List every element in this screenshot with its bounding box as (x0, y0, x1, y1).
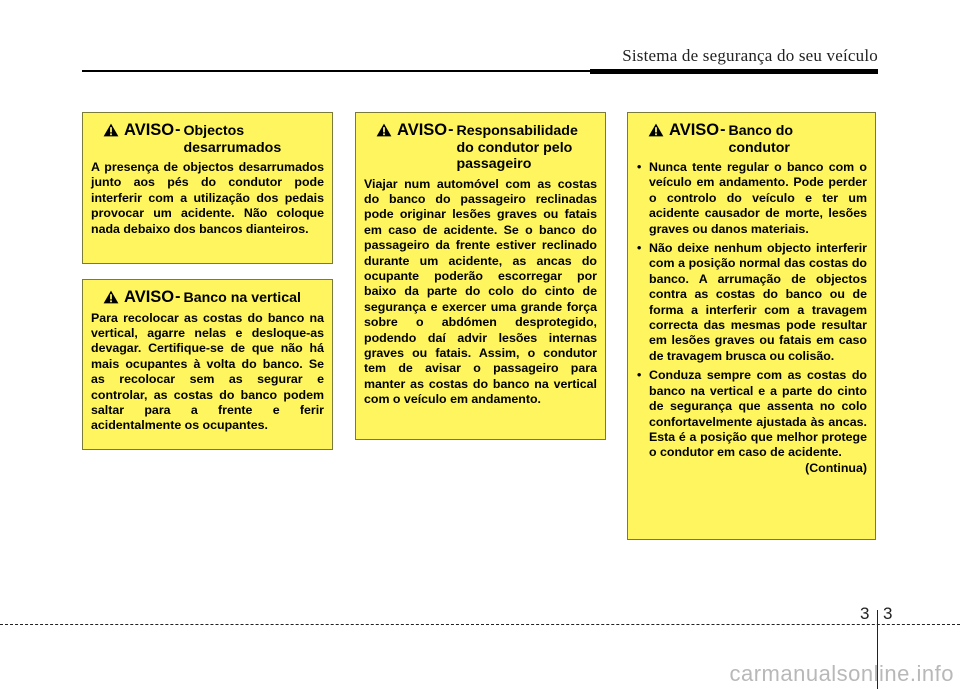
warning-title: AVISO - Banco na vertical (103, 288, 324, 307)
warning-label: AVISO (124, 121, 175, 139)
warning-subject: Objectos desarrumados (183, 123, 282, 156)
warning-title: AVISO - Objectos desarrumados (103, 121, 324, 156)
warning-text: Para recolocar as costas do banco na vertical, agarre nelas e desloque-as devagar. Certifique-se de que não há mais ocupantes à volta do banco. Se as recolocar sem as segurar e controlar, as costas do banco podem saltar para a frente e ferir acidentalmente os ocupantes. (91, 310, 324, 433)
warning-title: AVISO - Responsabilidade do condutor pelo passageiro (376, 121, 597, 173)
warning-triangle-icon (103, 123, 119, 137)
warning-triangle-icon (648, 123, 664, 137)
warning-box-upright-seat (82, 279, 333, 450)
continued-label: (Continua) (805, 460, 867, 475)
warning-label: AVISO (669, 121, 720, 139)
header-rule-accent (590, 69, 878, 74)
list-item: • Nunca tente regular o banco com o veículo em andamento. Pode perder o controlo do veículo e ter um acidente causador de morte, lesões graves ou danos materiais. (636, 160, 867, 237)
page-number: 3 (883, 604, 893, 623)
warning-subject: Responsabilidade do condutor pelo passageiro (456, 123, 578, 172)
warning-label: AVISO (397, 121, 448, 139)
warning-text: A presença de objectos desarrumados junto aos pés do condutor pode interferir com a utilização dos pedais provocar um acidente. Não coloque nada debaixo dos bancos dianteiros. (91, 160, 324, 236)
list-item: • Não deixe nenhum objecto interferir com a posição normal das costas do banco. A arrumação de objectos contra as costas do banco ou de forma a interferir com a travagem correcta das mesmas pode resultar em lesões graves ou fatais em caso de travagem brusca ou colisão. (636, 241, 867, 364)
watermark: carmanualsonline.info (729, 661, 954, 686)
warning-box-loose-objects (82, 112, 333, 264)
warning-subject: Banco do condutor (728, 123, 794, 156)
warning-text: Viajar num automóvel com as costas do banco do passageiro reclinadas pode originar lesões graves ou fatais em caso de acidente. Se o banco do passageiro da frente estiver reclinado durante um acidente, as ancas do ocupante poderão escorregar por baixo da parte do colo do cinto de segurança e exercer uma grande força sobre o abdómen desprotegido, podendo daí advir lesões internas graves ou fatais. Assim, o condutor tem de avisar o passageiro para manter as costas do banco na vertical com o veículo em andamento. (364, 176, 597, 407)
warning-bullet-list (636, 160, 867, 461)
warning-box-responsibility (355, 112, 606, 440)
warning-subject: Banco na vertical (183, 290, 301, 306)
warning-triangle-icon (376, 123, 392, 137)
footer-rule (0, 624, 960, 625)
list-item: • Conduza sempre com as costas do banco na vertical e a parte do cinto de segurança que assenta no colo confortavelmente ajustada às ancas. Esta é a posição que melhor protege o condutor em caso de acidente. (636, 368, 867, 460)
warning-label: AVISO (124, 288, 175, 306)
warning-triangle-icon (103, 290, 119, 304)
warning-title: AVISO - Banco do condutor (648, 121, 867, 156)
warning-box-driver-seat (627, 112, 876, 540)
section-title: Sistema de segurança do seu veículo (622, 46, 878, 65)
chapter-number: 3 (860, 604, 870, 623)
